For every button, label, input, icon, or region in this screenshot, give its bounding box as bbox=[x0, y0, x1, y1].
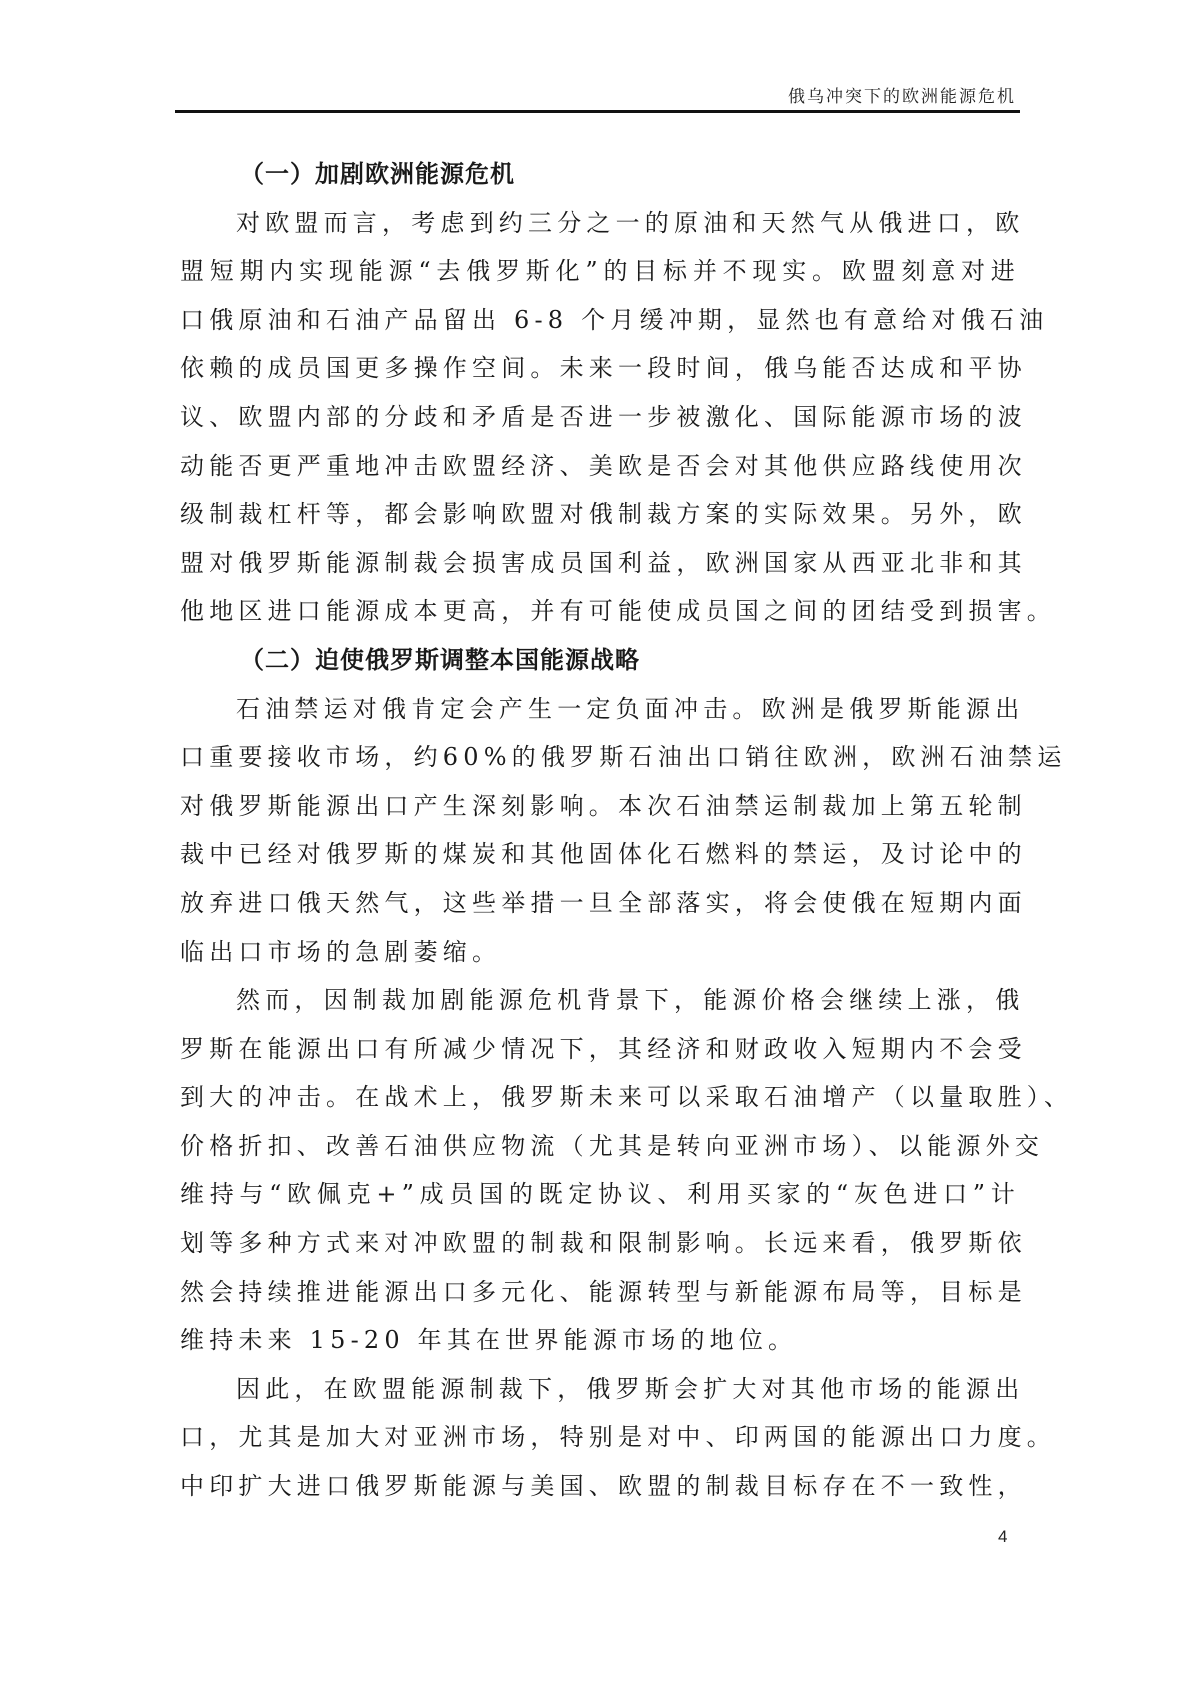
paragraph bbox=[180, 199, 1056, 636]
document-body bbox=[180, 150, 1074, 1511]
text-line: 盟对俄罗斯能源制裁会损害成员国利益，欧洲国家从西亚北非和其 bbox=[180, 548, 1027, 577]
text-line: 依赖的成员国更多操作空间。未来一段时间，俄乌能否达成和平协 bbox=[180, 354, 1027, 383]
paragraph bbox=[180, 976, 1074, 1365]
paragraph bbox=[180, 685, 1067, 977]
text-line: 动能否更严重地冲击欧盟经济、美欧是否会对其他供应路线使用次 bbox=[180, 451, 1027, 480]
section-2 bbox=[180, 636, 1074, 1511]
text-line: 因此，在欧盟能源制裁下，俄罗斯会扩大对其他市场的能源出 bbox=[236, 1374, 1025, 1403]
running-title: 俄乌冲突下的欧洲能源危机 bbox=[788, 87, 1016, 107]
text-line: 口，尤其是加大对亚洲市场，特别是对中、印两国的能源出口力度。 bbox=[180, 1423, 1056, 1452]
section-1 bbox=[180, 150, 1056, 636]
text-line: 价格折扣、改善石油供应物流（尤其是转向亚洲市场）、以能源外交 bbox=[180, 1131, 1044, 1160]
section-heading: （一）加剧欧洲能源危机 bbox=[240, 160, 515, 188]
text-line: 然而，因制裁加剧能源危机背景下，能源价格会继续上涨，俄 bbox=[236, 986, 1025, 1015]
text-line: 口俄原油和石油产品留出 6-8 个月缓冲期，显然也有意给对俄石油 bbox=[180, 305, 1049, 334]
text-line: 议、欧盟内部的分歧和矛盾是否进一步被激化、国际能源市场的波 bbox=[180, 402, 1027, 431]
text-line: 中印扩大进口俄罗斯能源与美国、欧盟的制裁目标存在不一致性， bbox=[180, 1472, 1027, 1501]
section-heading: （二）迫使俄罗斯调整本国能源战略 bbox=[240, 645, 640, 674]
text-line: 级制裁杠杆等，都会影响欧盟对俄制裁方案的实际效果。另外，欧 bbox=[180, 500, 1027, 529]
text-line: 石油禁运对俄肯定会产生一定负面冲击。欧洲是俄罗斯能源出 bbox=[236, 694, 1025, 723]
text-line: 划等多种方式来对冲欧盟的制裁和限制影响。长远来看，俄罗斯依 bbox=[180, 1229, 1027, 1258]
text-line: 裁中已经对俄罗斯的煤炭和其他固体化石燃料的禁运，及讨论中的 bbox=[180, 840, 1027, 869]
text-line: 对俄罗斯能源出口产生深刻影响。本次石油禁运制裁加上第五轮制 bbox=[180, 791, 1027, 820]
text-line: 放弃进口俄天然气，这些举措一旦全部落实，将会使俄在短期内面 bbox=[180, 888, 1027, 917]
text-line: 到大的冲击。在战术上，俄罗斯未来可以采取石油增产（以量取胜）、 bbox=[180, 1083, 1074, 1112]
page-number: 4 bbox=[998, 1527, 1008, 1546]
text-line: 罗斯在能源出口有所减少情况下，其经济和财政收入短期内不会受 bbox=[180, 1034, 1027, 1063]
text-line: 临出口市场的急剧萎缩。 bbox=[180, 937, 502, 966]
text-line: 盟短期内实现能源“去俄罗斯化”的目标并不现实。欧盟刻意对进 bbox=[180, 257, 1020, 286]
text-line: 然会持续推进能源出口多元化、能源转型与新能源布局等，目标是 bbox=[180, 1277, 1027, 1306]
text-line: 维持未来 15-20 年其在世界能源市场的地位。 bbox=[180, 1326, 798, 1355]
text-line: 口重要接收市场，约60%的俄罗斯石油出口销往欧洲，欧洲石油禁运 bbox=[180, 743, 1067, 772]
text-line: 维持与“欧佩克+”成员国的既定协议、利用买家的“灰色进口”计 bbox=[180, 1180, 1020, 1209]
paragraph bbox=[180, 1365, 1056, 1511]
page-header bbox=[175, 78, 1020, 113]
text-line: 他地区进口能源成本更高，并有可能使成员国之间的团结受到损害。 bbox=[180, 597, 1056, 626]
text-line: 对欧盟而言，考虑到约三分之一的原油和天然气从俄进口，欧 bbox=[236, 208, 1025, 237]
